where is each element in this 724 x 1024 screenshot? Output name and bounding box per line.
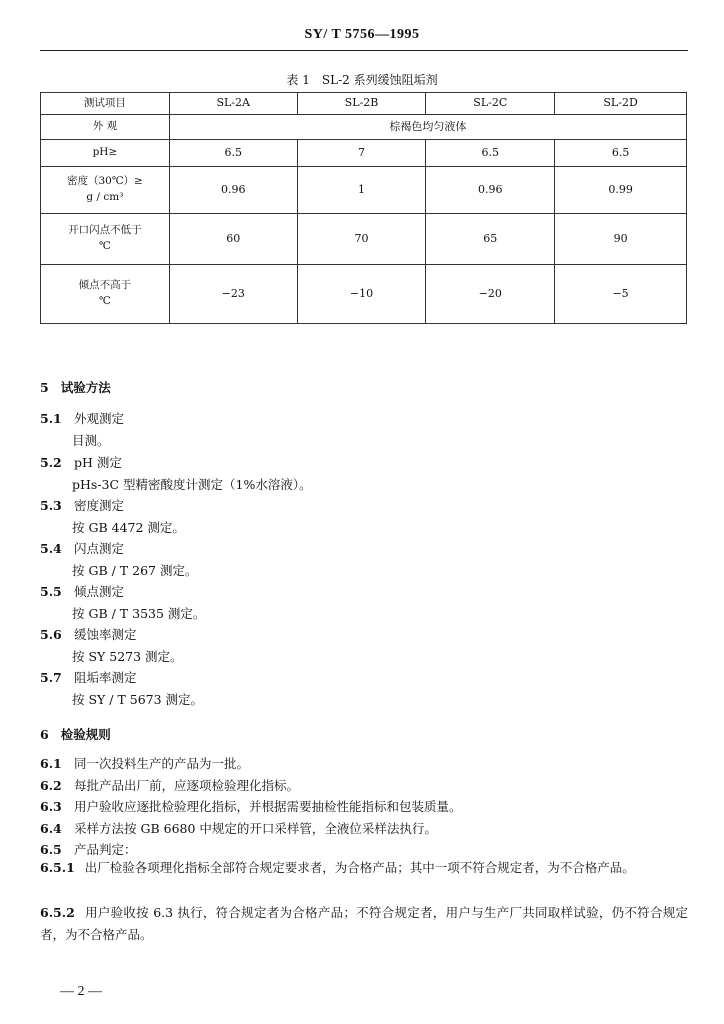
header-cell: SL-2B [297,93,426,115]
table-cell: 0.96 [169,167,297,214]
section-title: 检验规则 [60,727,111,742]
table-cell: 65 [426,214,555,265]
row-label [41,167,170,214]
appearance-value: 棕褐色均匀液体 [169,115,686,140]
table-cell: 70 [297,214,426,265]
row-label-line: 开口闪点不低于 [68,224,142,237]
clause-5-6-heading: 5.6 缓蚀率测定 [40,627,137,642]
row-label: 外 观 [41,115,170,140]
table-caption-title: SL-2 系列缓蚀阻垢剂 [321,73,438,87]
table-row-flash-point [41,214,687,265]
clause-6-5-2: 6.5.2 用户验收按 6.3 执行，符合规定者为合格产品；不符合规定者，用户与生产厂共同取样试验，仍不符合规定者，为不合格产品。 [40,905,688,942]
clause-6-1: 6.1 同一次投料生产的产品为一批。 [40,756,250,771]
clause-5-1-heading: 5.1 外观测定 [40,411,125,426]
clause-6-2: 6.2 每批产品出厂前，应逐项检验理化指标。 [40,778,300,793]
clause-5-2-heading: 5.2 pH 测定 [40,455,122,470]
row-label-line: ℃ [99,240,111,252]
row-label [41,214,170,265]
clause-5-1-text: 目测。 [72,433,110,448]
clause-5-2-text: pHs-3C 型精密酸度计测定（1%水溶液）。 [72,477,312,492]
table-cell: 6.5 [426,140,555,167]
table-row-pour-point [41,265,687,324]
table-cell: 0.96 [426,167,555,214]
table-cell: 6.5 [555,140,687,167]
clause-5-5-text: 按 GB / T 3535 测定。 [72,606,206,621]
section-6-heading [40,725,111,743]
section-5-heading [40,378,111,396]
table-row-ph [41,140,687,167]
table-cell: −23 [169,265,297,324]
page-number: — 2 — [60,984,102,999]
clause-6-5: 6.5 产品判定： [40,842,137,857]
standard-code-header: SY/ T 5756—1995 [304,27,420,42]
section-number: 6 [40,727,49,742]
section-number: 5 [40,380,49,395]
row-label-line: g / cm³ [86,191,124,203]
clause-6-5-1: 6.5.1 出厂检验各项理化指标全部符合规定要求者，为合格产品；其中一项不符合规定者，为不合格产品。 [40,860,635,875]
header-cell: SL-2C [426,93,555,115]
row-label: pH≥ [41,140,170,167]
table-cell: 1 [297,167,426,214]
clause-5-4-heading: 5.4 闪点测定 [40,541,125,556]
clause-5-7-heading: 5.7 阻垢率测定 [40,670,137,685]
row-label-line: 倾点不高于 [78,279,132,292]
row-label-line: 密度（30℃）≥ [66,175,143,188]
header-rule [40,50,688,51]
table-cell: 6.5 [169,140,297,167]
table-caption [0,71,724,88]
row-label [41,265,170,324]
header-cell: 测试项目 [41,93,170,115]
header-cell: SL-2A [169,93,297,115]
clause-5-4-text: 按 GB / T 267 测定。 [72,563,198,578]
clause-5-5-heading: 5.5 倾点测定 [40,584,125,599]
section-title: 试验方法 [60,380,111,395]
clause-6-3: 6.3 用户验收应逐批检验理化指标，并根据需要抽检性能指标和包装质量。 [40,799,462,814]
clause-5-7-text: 按 SY / T 5673 测定。 [72,692,204,707]
table-row-density [41,167,687,214]
table-header-row [41,93,687,115]
spec-table [40,92,687,324]
table-row-appearance [41,115,687,140]
clause-5-6-text: 按 SY 5273 测定。 [72,649,183,664]
table-cell: 90 [555,214,687,265]
table-cell: −5 [555,265,687,324]
header-cell: SL-2D [555,93,687,115]
table-cell: −10 [297,265,426,324]
table-cell: −20 [426,265,555,324]
table-cell: 7 [297,140,426,167]
clause-5-3-text: 按 GB 4472 测定。 [72,520,185,535]
table-caption-number: 表 1 [286,73,310,87]
clause-6-4: 6.4 采样方法按 GB 6680 中规定的开口采样管，全液位采样法执行。 [40,821,437,836]
row-label-line: ℃ [99,295,111,307]
table-cell: 60 [169,214,297,265]
clause-5-3-heading: 5.3 密度测定 [40,498,125,513]
table-cell: 0.99 [555,167,687,214]
